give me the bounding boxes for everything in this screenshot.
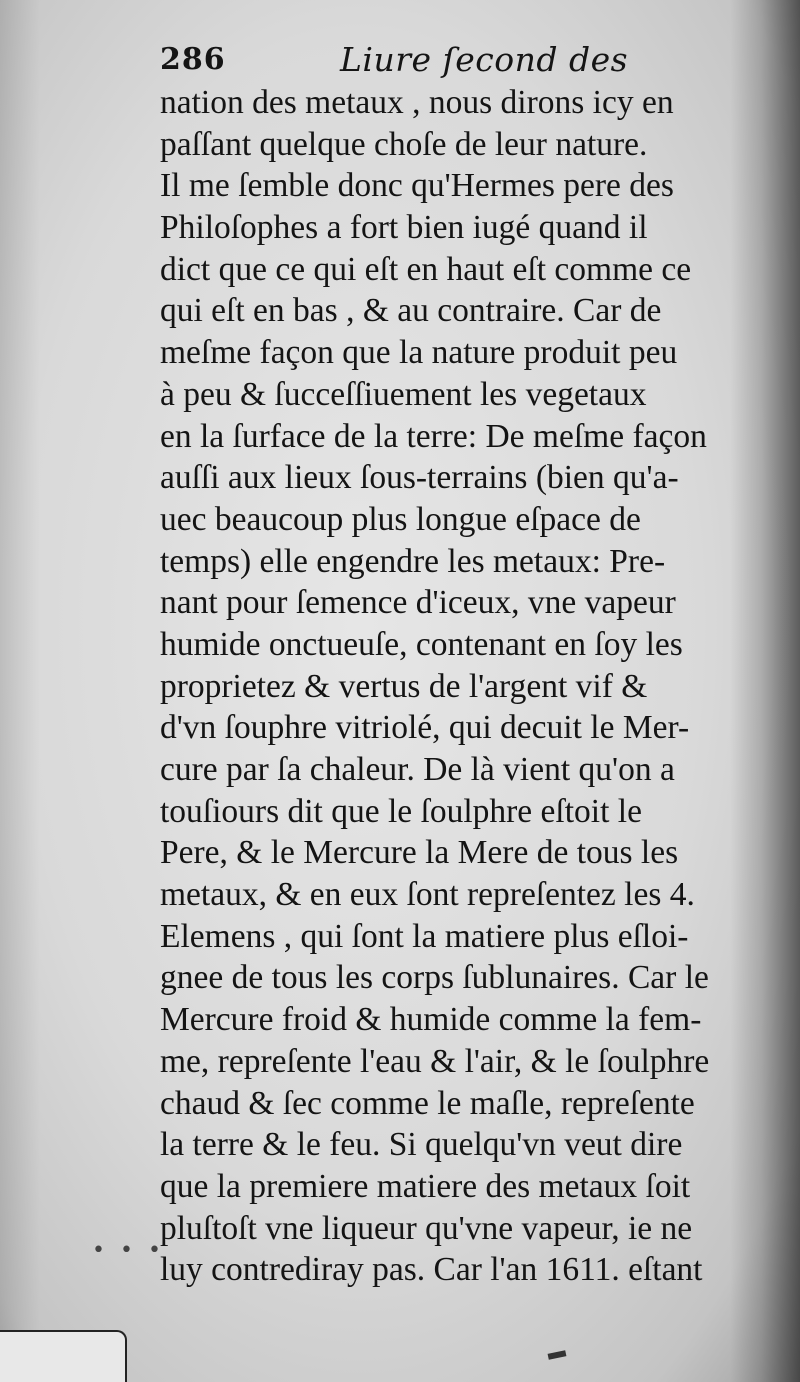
margin-dots: • • • [92, 1238, 165, 1263]
text-line: la terre & le feu. Si quelqu'vn veut dire [160, 1126, 683, 1164]
text-line: meſme façon que la nature produit peu [160, 334, 678, 372]
text-line: proprietez & vertus de l'argent vif & [160, 667, 648, 705]
text-line: Mercure froid & humide comme la fem- [160, 1001, 702, 1039]
text-line: Pere, & le Mercure la Mere de tous les [160, 834, 679, 872]
text-line: auſſi aux lieux ſous-terrains (bien qu'a- [160, 459, 679, 497]
text-line: Elemens , qui ſont la matiere plus eſloi- [160, 917, 689, 955]
text-line: temps) elle engendre les metaux: Pre- [160, 542, 666, 580]
body-text [160, 82, 740, 1291]
text-line: humide onctueuſe, contenant en ſoy les [160, 625, 683, 663]
bottom-page-tab [0, 1330, 127, 1382]
text-line: metaux, & en eux ſont repreſentez les 4. [160, 876, 695, 914]
text-line: nant pour ſemence d'iceux, vne vapeur [160, 584, 676, 622]
text-line: cure par ſa chaleur. De là vient qu'on a [160, 751, 675, 788]
text-line: pluſtoſt vne liqueur qu'vne vapeur, ie ne [160, 1209, 693, 1247]
text-line: en la ſurface de la terre: De meſme façon [160, 417, 707, 455]
text-line: gnee de tous les corps ſublunaires. Car le [160, 959, 709, 997]
text-line: d'vn ſouphre vitriolé, qui decuit le Mer- [160, 709, 690, 747]
text-line: que la premiere matiere des metaux ſoit [160, 1167, 691, 1205]
text-line: qui eſt en bas , & au contraire. Car de [160, 292, 662, 330]
page-spine-shadow [730, 0, 800, 1382]
text-line: touſiours dit que le ſoulphre eſtoit le [160, 792, 642, 830]
text-line: me, repreſente l'eau & l'air, & le ſoulphre [160, 1042, 710, 1080]
text-line: uec beaucoup plus longue eſpace de [160, 500, 641, 538]
text-line: luy contrediray pas. Car l'an 1611. eſtant [160, 1251, 703, 1289]
running-head-title: Liure ſecond des [340, 40, 629, 79]
text-line: dict que ce qui eſt en haut eſt comme ce [160, 250, 692, 288]
text-line: Il me ſemble donc qu'Hermes pere des [160, 167, 674, 205]
text-line: paſſant quelque choſe de leur nature. [160, 125, 648, 163]
text-line: chaud & ſec comme le maſle, repreſente [160, 1084, 695, 1122]
text-line: Philoſophes a fort bien iugé quand il [160, 209, 648, 247]
page-left-shadow [0, 0, 40, 1382]
page-number: 286 [160, 42, 226, 77]
text-line: nation des metaux , nous dirons icy en [160, 84, 674, 121]
ink-mark [548, 1350, 567, 1360]
text-line: à peu & ſucceſſiuement les vegetaux [160, 375, 647, 413]
